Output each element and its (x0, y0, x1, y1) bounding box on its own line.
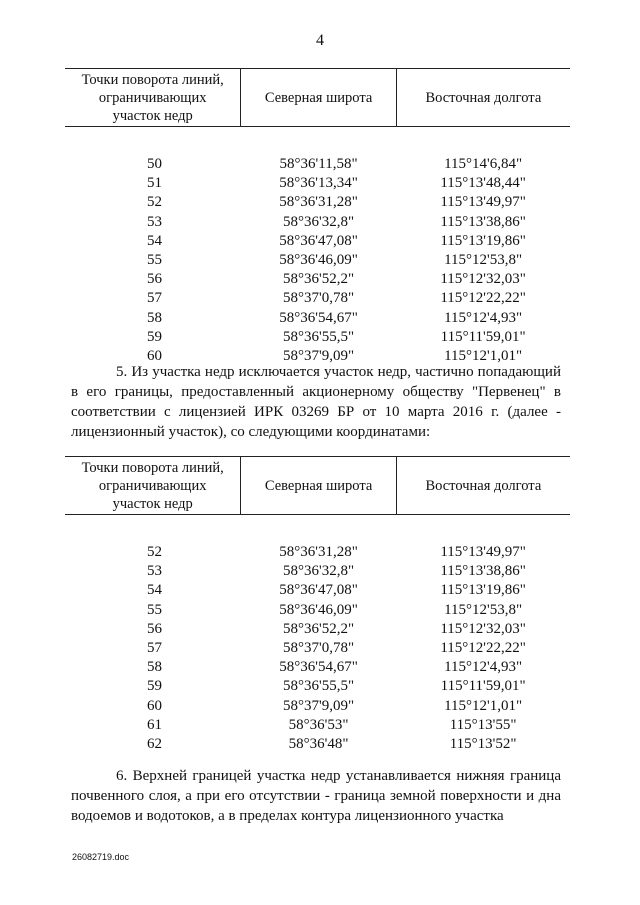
east-longitude: 115°12'32,03" (440, 271, 526, 288)
north-latitude: 58°36'54,67" (279, 659, 358, 676)
north-latitude: 58°36'52,2" (283, 271, 355, 288)
header-turning-points: Точки поворота линий, ограничивающих участок недр (81, 71, 224, 124)
north-latitude: 58°36'46,09" (279, 601, 358, 618)
table-row (65, 658, 570, 677)
east-longitude: 115°13'19,86" (440, 582, 526, 599)
table-row (65, 270, 570, 289)
north-latitude: 58°36'46,09" (279, 252, 358, 269)
paragraph-6: 6. Верхней границей участка недр устанавливается нижняя граница почвенного слоя, а при его отсутствии - граница земной поверхности и дна водоемов и водотоков, а в пределах контура лицензионного участка (71, 768, 561, 824)
table-row (65, 620, 570, 639)
table-row (65, 697, 570, 716)
table-row (65, 716, 570, 735)
point-number: 51 (147, 175, 162, 192)
point-number: 55 (147, 252, 162, 269)
point-number: 59 (147, 678, 162, 695)
table-body (65, 127, 570, 367)
north-latitude: 58°36'52,2" (283, 620, 355, 637)
east-longitude: 115°13'55" (449, 716, 517, 733)
point-number: 52 (147, 544, 162, 560)
table-row (65, 639, 570, 658)
table-row (65, 213, 570, 232)
point-number: 56 (147, 271, 162, 288)
table-row (65, 581, 570, 600)
east-longitude: 115°12'4,93" (444, 659, 523, 676)
north-latitude: 58°36'32,8" (283, 563, 355, 580)
table-row (65, 328, 570, 347)
point-number: 62 (147, 736, 162, 753)
paragraph-5: 5. Из участка недр исключается участок недр, частично попадающий в его границы, предоставленный акционерному обществу "Первенец" в соответствии с лицензией ИРК 03269 БР от 10 марта 2016 г. (далее - лицензионный участок), со следующими координатами: (71, 364, 561, 440)
north-latitude: 58°36'47,08" (279, 232, 358, 249)
north-latitude: 58°36'48" (288, 736, 349, 753)
east-longitude: 115°12'22,22" (440, 290, 526, 307)
table-row (65, 174, 570, 193)
east-longitude: 115°12'53,8" (444, 252, 523, 269)
table-row (65, 543, 570, 562)
north-latitude: 58°36'11,58" (279, 156, 358, 172)
header-turning-points: Точки поворота линий, ограничивающих участок недр (81, 459, 224, 512)
point-number: 55 (147, 601, 162, 618)
east-longitude: 115°12'32,03" (440, 620, 526, 637)
east-longitude: 115°13'52" (449, 736, 517, 753)
north-latitude: 58°36'47,08" (279, 582, 358, 599)
point-number: 53 (147, 213, 162, 230)
point-number: 54 (147, 582, 162, 599)
east-longitude: 115°12'4,93" (444, 309, 523, 326)
point-number: 52 (147, 194, 162, 211)
header-north-latitude: Северная широта (241, 69, 396, 127)
header-east-longitude: Восточная долгота (425, 89, 542, 106)
point-number: 60 (147, 348, 162, 365)
point-number: 57 (147, 640, 162, 657)
table-row (65, 193, 570, 212)
table-row (65, 735, 570, 754)
coordinates-table-1 (65, 68, 570, 366)
north-latitude: 58°36'53" (288, 716, 349, 733)
header-north-latitude: Северная широта (241, 457, 396, 515)
document-filename: 26082719.doc (72, 852, 130, 862)
header-east-longitude: Восточная долгота (425, 477, 542, 494)
east-longitude: 115°13'38,86" (440, 213, 526, 230)
east-longitude: 115°13'38,86" (440, 563, 526, 580)
east-longitude: 115°13'48,44" (440, 175, 526, 192)
east-longitude: 115°12'53,8" (444, 601, 523, 618)
north-latitude: 58°36'31,28" (279, 544, 358, 560)
point-number: 50 (147, 156, 162, 172)
north-latitude: 58°36'55,5" (283, 678, 355, 695)
east-longitude: 115°12'1,01" (444, 348, 523, 365)
east-longitude: 115°13'49,97" (440, 194, 526, 211)
table-header-row (65, 457, 570, 515)
point-number: 53 (147, 563, 162, 580)
east-longitude: 115°13'19,86" (440, 232, 526, 249)
north-latitude: 58°37'9,09" (283, 697, 355, 714)
east-longitude: 115°11'59,01" (440, 678, 526, 695)
east-longitude: 115°12'1,01" (444, 697, 523, 714)
point-number: 57 (147, 290, 162, 307)
table-body (65, 515, 570, 755)
page-number: 4 (316, 32, 324, 49)
point-number: 56 (147, 620, 162, 637)
point-number: 58 (147, 309, 162, 326)
point-number: 59 (147, 328, 162, 345)
table-row (65, 562, 570, 581)
point-number: 60 (147, 697, 162, 714)
table-header-row (65, 69, 570, 127)
point-number: 58 (147, 659, 162, 676)
table-row (65, 289, 570, 308)
table-row (65, 677, 570, 696)
north-latitude: 58°36'54,67" (279, 309, 358, 326)
point-number: 61 (147, 716, 162, 733)
north-latitude: 58°36'31,28" (279, 194, 358, 211)
north-latitude: 58°36'55,5" (283, 328, 355, 345)
north-latitude: 58°37'9,09" (283, 348, 355, 365)
east-longitude: 115°13'49,97" (440, 544, 526, 560)
north-latitude: 58°37'0,78" (283, 290, 355, 307)
north-latitude: 58°37'0,78" (283, 640, 355, 657)
point-number: 54 (147, 232, 162, 249)
table-row (65, 155, 570, 174)
east-longitude: 115°14'6,84" (444, 156, 523, 172)
north-latitude: 58°36'13,34" (279, 175, 358, 192)
table-row (65, 251, 570, 270)
east-longitude: 115°12'22,22" (440, 640, 526, 657)
east-longitude: 115°11'59,01" (440, 328, 526, 345)
north-latitude: 58°36'32,8" (283, 213, 355, 230)
table-row (65, 601, 570, 620)
coordinates-table-2 (65, 456, 570, 754)
table-row (65, 309, 570, 328)
table-row (65, 232, 570, 251)
